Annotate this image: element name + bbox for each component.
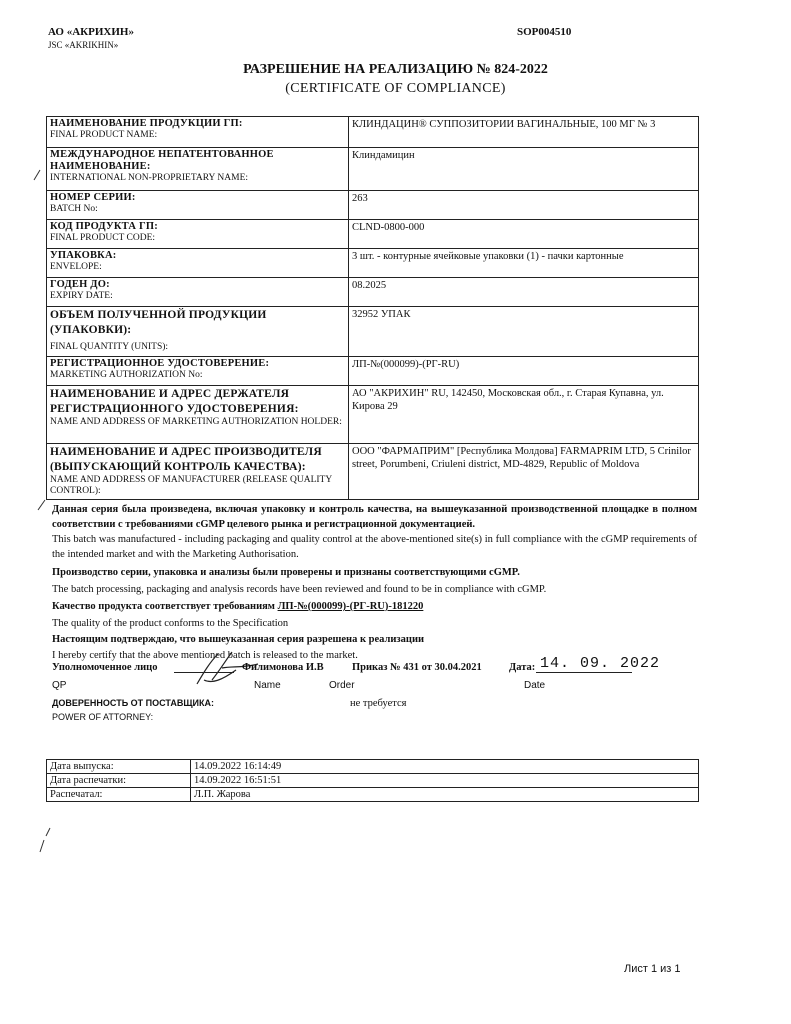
poa-value: не требуется: [350, 698, 407, 709]
field-value: 3 шт. - контурные ячейковые упаковки (1) - пачки картонные: [349, 249, 699, 278]
field-value: 263: [349, 191, 699, 220]
order-label-en: Order: [329, 680, 355, 691]
field-label-en: EXPIRY DATE:: [50, 291, 113, 301]
poa-label-ru: ДОВЕРЕННОСТЬ ОТ ПОСТАВЩИКА:: [52, 698, 214, 708]
table-row: [47, 249, 699, 278]
qp-label-en: QP: [52, 680, 67, 691]
field-value: 08.2025: [349, 278, 699, 307]
statement-quality-prefix: Качество продукта соответствует требованиям: [52, 601, 275, 612]
table-row: [47, 278, 699, 307]
statement-review-ru: Производство серии, упаковка и анализы были проверены и признаны соответствующими cGMP.: [52, 567, 520, 578]
field-label-en: ENVELOPE:: [50, 262, 102, 272]
statements-block: [52, 502, 697, 663]
meta-label: Дата распечатки:: [47, 774, 191, 788]
field-value: 32952 УПАК: [349, 307, 699, 357]
table-row: [47, 760, 699, 774]
statement-review-en: The batch processing, packaging and analysis records have been reviewed and found to be in compliance with cGMP.: [52, 584, 547, 595]
table-row: [47, 148, 699, 191]
company-name-en: JSC «AKRIKHIN»: [48, 40, 119, 50]
field-label-ru: НАИМЕНОВАНИЕ ПРОДУКЦИИ ГП:: [50, 118, 243, 129]
field-label-ru: КОД ПРОДУКТА ГП:: [50, 221, 158, 232]
statement-quality-en: The quality of the product conforms to the Specification: [52, 618, 289, 629]
document-code: SOP004510: [517, 26, 572, 38]
poa-label-en: POWER OF ATTORNEY:: [52, 712, 154, 722]
certificate-table: [46, 116, 699, 500]
page-subtitle: (CERTIFICATE OF COMPLIANCE): [285, 81, 506, 96]
table-row: [47, 788, 699, 802]
field-label-ru: РЕГИСТРАЦИОННОЕ УДОСТОВЕРЕНИЕ:: [50, 358, 270, 369]
field-label-ru: НАИМЕНОВАНИЕ И АДРЕС ПРОИЗВОДИТЕЛЯ (ВЫПУСКАЮЩИЙ КОНТРОЛЬ КАЧЕСТВА):: [50, 446, 322, 473]
specification-number: ЛП-№(000099)-(РГ-RU)-181220: [277, 601, 424, 612]
margin-tick-icon: [36, 498, 50, 512]
table-row: [47, 117, 699, 148]
name-label-en: Name: [254, 680, 281, 691]
table-row: [47, 220, 699, 249]
table-row: [47, 444, 699, 500]
field-label-en: NAME AND ADDRESS OF MARKETING AUTHORIZATION HOLDER:: [50, 417, 342, 427]
field-label-en: MARKETING AUTHORIZATION No:: [50, 370, 203, 380]
field-value: ЛП-№(000099)-(РГ-RU): [349, 357, 699, 386]
page-title: РАЗРЕШЕНИЕ НА РЕАЛИЗАЦИЮ № 824-2022: [243, 62, 548, 77]
field-label-ru: ОБЪЕМ ПОЛУЧЕННОЙ ПРОДУКЦИИ (УПАКОВКИ):: [50, 309, 267, 336]
field-value: ООО "ФАРМАПРИМ" [Республика Молдова] FARMAPRIM LTD, 5 Crinilor street, Porumbeni, Criuleni district, MD-4829, Republic of Moldova: [349, 444, 699, 500]
release-date-handwritten: 14. 09. 2022: [540, 655, 661, 672]
qp-name: Филимонова И.В: [242, 662, 324, 673]
field-label-ru: НАИМЕНОВАНИЕ И АДРЕС ДЕРЖАТЕЛЯ РЕГИСТРАЦИОННОГО УДОСТОВЕРЕНИЯ:: [50, 388, 299, 415]
field-label-en: NAME AND ADDRESS OF MANUFACTURER (RELEASE QUALITY CONTROL):: [50, 475, 332, 496]
field-label-ru: МЕЖДУНАРОДНОЕ НЕПАТЕНТОВАННОЕ НАИМЕНОВАНИЕ:: [50, 149, 274, 172]
qp-label-ru: Уполномоченное лицо: [52, 662, 158, 673]
statement-release-en: I hereby certify that the above mentioned batch is released to the market.: [52, 650, 358, 661]
table-row: [47, 357, 699, 386]
date-line: [536, 672, 632, 673]
field-value: CLND-0800-000: [349, 220, 699, 249]
meta-value: Л.П. Жарова: [191, 788, 699, 802]
date-label: Дата:: [509, 662, 536, 673]
table-row: [47, 191, 699, 220]
statement-quality-ru: [52, 599, 697, 614]
date-label-en: Date: [524, 680, 546, 691]
company-name-ru: АО «АКРИХИН»: [48, 26, 134, 38]
field-label-ru: УПАКОВКА:: [50, 250, 117, 261]
field-label-en: FINAL PRODUCT CODE:: [50, 233, 156, 243]
meta-value: 14.09.2022 16:51:51: [191, 774, 699, 788]
field-label-ru: ГОДЕН ДО:: [50, 279, 110, 290]
statement-release-ru: Настоящим подтверждаю, что вышеуказанная серия разрешена к реализации: [52, 634, 425, 645]
page-number: Лист 1 из 1: [624, 963, 681, 975]
statement-compliance-en: This batch was manufactured - including packaging and quality control at the above-mentioned site(s) in full compliance with the cGMP requirements of the intended market and with the Marketing Authorisation.: [52, 534, 697, 560]
order-reference: Приказ № 431 от 30.04.2021: [352, 662, 482, 673]
table-row: [47, 774, 699, 788]
field-value: АО "АКРИХИН" RU, 142450, Московская обл., г. Старая Купавна, ул. Кирова 29: [349, 386, 699, 444]
field-label-en: FINAL QUANTITY (UNITS):: [50, 342, 169, 352]
margin-tick-icon: [32, 168, 46, 182]
field-label-en: BATCH No:: [50, 204, 98, 214]
field-label-en: INTERNATIONAL NON-PROPRIETARY NAME:: [50, 173, 249, 183]
statement-compliance-ru: Данная серия была произведена, включая упаковку и контроль качества, на вышеуказанной производственной площадке в полном соответствии с требованиями cGMP целевого рынка и регистрационной документацией.: [52, 504, 697, 530]
print-info-table: [46, 759, 699, 802]
table-row: [47, 307, 699, 357]
table-row: [47, 386, 699, 444]
field-value: Клиндамицин: [349, 148, 699, 191]
meta-value: 14.09.2022 16:14:49: [191, 760, 699, 774]
field-value: КЛИНДАЦИН® СУППОЗИТОРИИ ВАГИНАЛЬНЫЕ, 100 МГ № 3: [349, 117, 699, 148]
pen-mark-icon: [36, 826, 60, 856]
field-label-en: FINAL PRODUCT NAME:: [50, 130, 158, 140]
field-label-ru: НОМЕР СЕРИИ:: [50, 192, 136, 203]
meta-label: Распечатал:: [47, 788, 191, 802]
meta-label: Дата выпуска:: [47, 760, 191, 774]
